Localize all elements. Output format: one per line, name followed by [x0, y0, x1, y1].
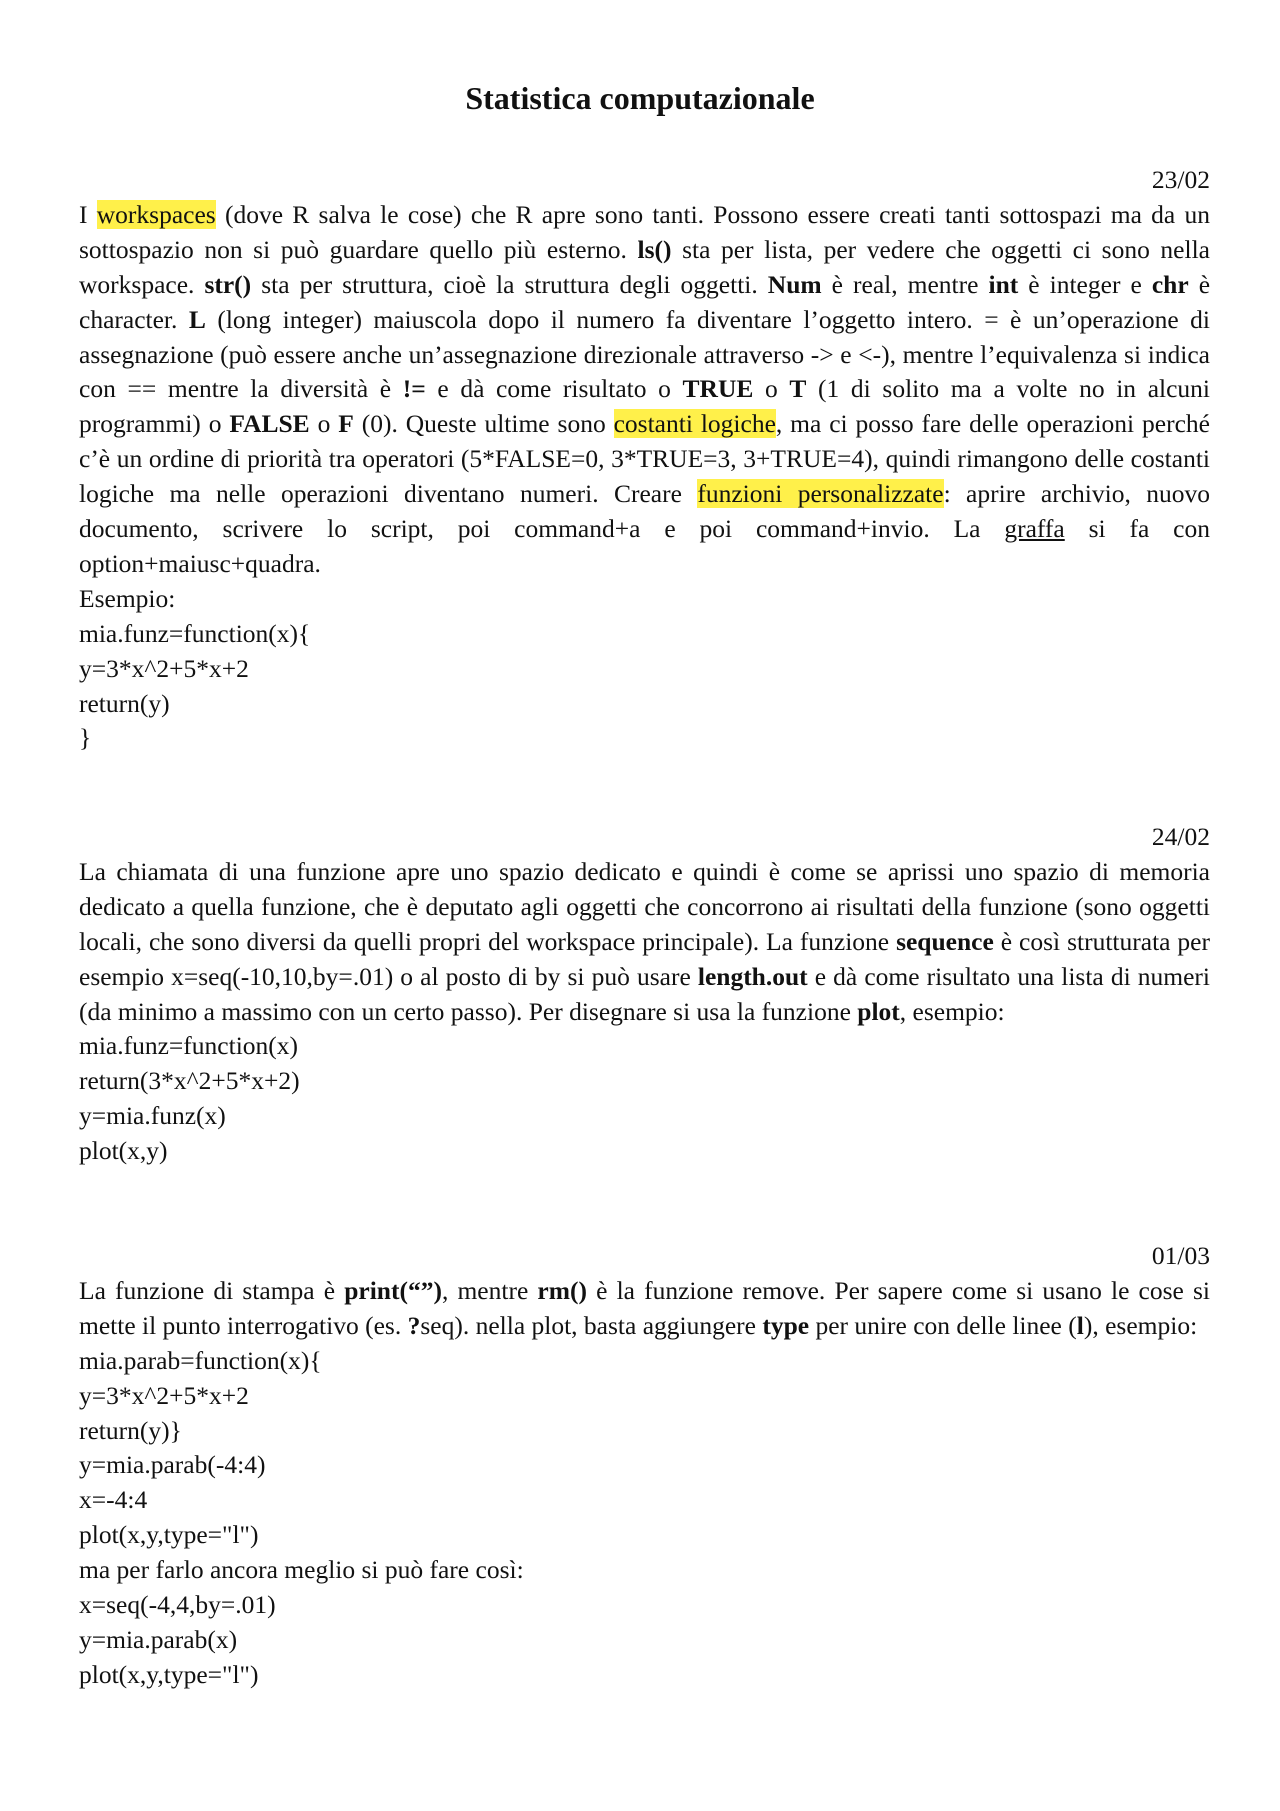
code-example: mia.funz=function(x) return(3*x^2+5*x+2) y=mia.funz(x) plot(x,y)	[79, 1031, 300, 1166]
term-false: FALSE	[229, 409, 310, 439]
code-example: Esempio: mia.funz=function(x){ y=3*x^2+5*x+2 return(y) }	[79, 583, 311, 753]
term-chr: chr	[1151, 269, 1189, 299]
term-ls: ls()	[637, 234, 672, 264]
section-24-02	[79, 820, 1210, 1169]
highlight-costanti-logiche: costanti logiche	[613, 409, 776, 439]
term-rm: rm()	[537, 1275, 587, 1305]
page-title: Statistica computazionale	[465, 80, 815, 116]
term-L: L	[188, 304, 206, 334]
code-example: mia.parab=function(x){ y=3*x^2+5*x+2 return(y)} y=mia.parab(-4:4) x=-4:4 plot(x,y,type="l") ma per farlo ancora meglio si può fare così: x=seq(-4,4,by=.01) y=mia.parab(x) plot(x,y,type="l")	[79, 1345, 524, 1689]
term-sequence: sequence	[896, 926, 994, 956]
term-print: print(“”)	[344, 1275, 442, 1305]
section-date: 24/02	[1151, 822, 1210, 851]
section-paragraph: La chiamata di una funzione apre uno spazio dedicato e quindi è come se aprissi uno spazio di memoria dedicato a quella funzione, che è deputato agli oggetti che concorrono ai risultati della funzione (sono oggetti locali, che sono diversi da quelli propri del workspace principale). La funzione sequence è così strutturata per esempio x=seq(-10,10,by=.01) o al posto di by si può usare length.out e dà come risultato una lista di numeri (da minimo a massimo con un certo passo). Per disegnare si usa la funzione plot, esempio:	[79, 856, 1211, 1026]
section-23-02	[79, 163, 1210, 756]
section-01-03	[79, 1239, 1210, 1693]
highlight-workspaces: workspaces	[96, 199, 216, 229]
term-question-mark: ?	[407, 1310, 421, 1340]
section-paragraph: La funzione di stampa è print(“”), mentre rm() è la funzione remove. Per sapere come si usano le cose si mette il punto interrogativo (es. ?seq). nella plot, basta aggiungere type per unire con delle linee (l), esempio:	[79, 1275, 1210, 1340]
term-true: TRUE	[682, 374, 754, 404]
term-T: T	[789, 374, 807, 404]
highlight-funzioni-personalizzate: funzioni personalizzate	[697, 479, 944, 509]
term-length-out: length.out	[697, 961, 808, 991]
term-str: str()	[204, 269, 252, 299]
term-num: Num	[767, 269, 822, 299]
term-plot: plot	[857, 996, 900, 1026]
term-type: type	[762, 1310, 810, 1340]
underlined-graffa: graffa	[1004, 514, 1065, 544]
term-neq: !=	[402, 374, 426, 404]
section-date: 23/02	[1151, 165, 1210, 194]
term-F: F	[338, 409, 354, 439]
section-paragraph: I workspaces (dove R salva le cose) che R apre sono tanti. Possono essere creati tanti sottospazi ma da un sottospazio non si può guardare quello più esterno. ls() sta per lista, per vedere che oggetti ci sono nella workspace. str() sta per struttura, cioè la struttura degli oggetti. Num è real, mentre int è integer e chr è character. L (long integer) maiuscola dopo il numero fa diventare l’oggetto intero. = è un’operazione di assegnazione (può essere anche un’assegnazione direzionale attraverso -> e <-), mentre l’equivalenza si indica con == mentre la diversità è != e dà come risultato o TRUE o T (1 di solito ma a volte no in alcuni programmi) o FALSE o F (0). Queste ultime sono costanti logiche, ma ci posso fare delle operazioni perché c’è un ordine di priorità tra operatori (5*FALSE=0, 3*TRUE=3, 3+TRUE=4), quindi rimangono delle costanti logiche ma nelle operazioni diventano numeri. Creare funzioni personalizzate: aprire archivio, nuovo documento, scrivere lo script, poi command+a e poi command+invio. La graffa si fa con option+maiusc+quadra.	[79, 199, 1211, 578]
term-int: int	[988, 269, 1019, 299]
term-l: l	[1076, 1310, 1084, 1340]
section-date: 01/03	[1151, 1241, 1210, 1270]
